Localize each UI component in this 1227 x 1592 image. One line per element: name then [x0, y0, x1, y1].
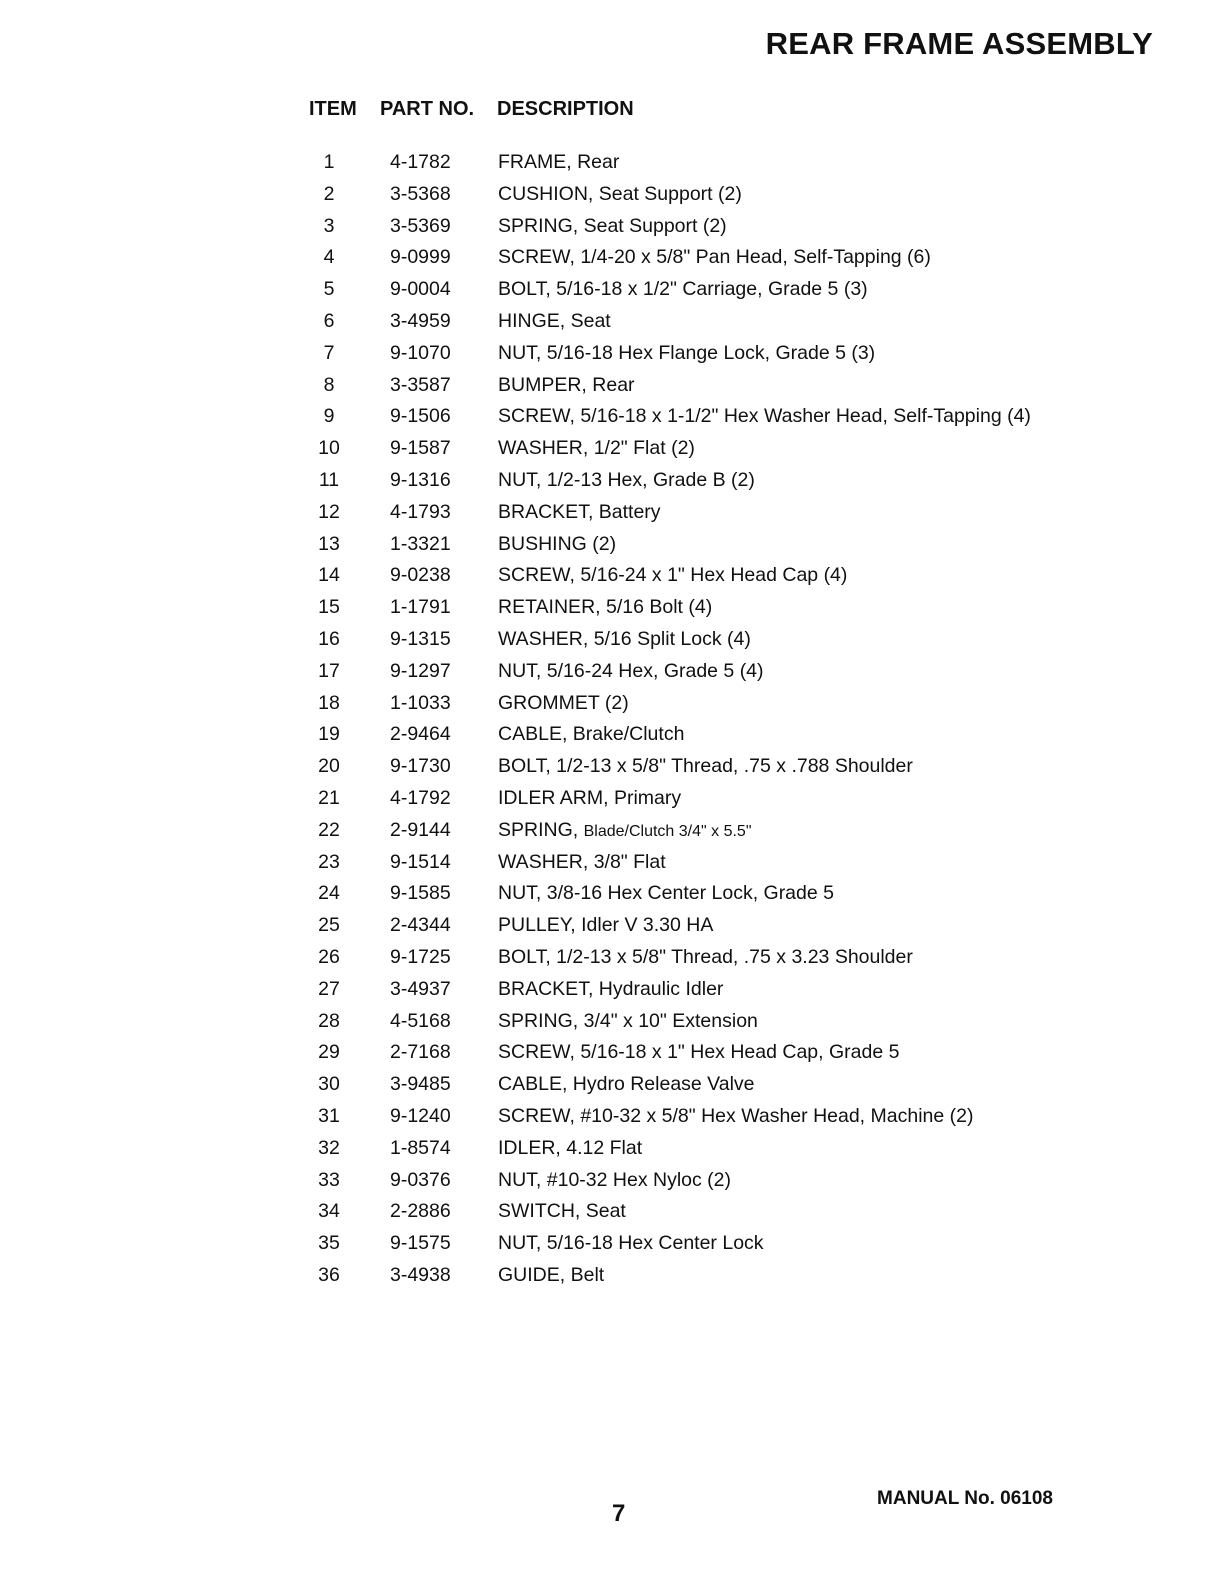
part-number: 1-3321 [390, 532, 451, 555]
description-text: BRACKET, Battery [498, 500, 661, 523]
part-description [498, 465, 755, 497]
table-row [0, 910, 1227, 942]
part-number: 9-1070 [390, 341, 451, 364]
description-text: SPRING, 3/4" x 10" Extension [498, 1009, 758, 1032]
item-number: 26 [318, 945, 340, 968]
item-number: 1 [323, 151, 335, 173]
part-number: 2-9464 [390, 723, 451, 746]
part-description [498, 338, 875, 370]
part-number: 1-8574 [390, 1136, 451, 1159]
part-number: 9-0238 [390, 564, 451, 587]
table-row [0, 465, 1227, 497]
part-number: 9-0376 [390, 1168, 451, 1191]
table-row [0, 433, 1227, 465]
description-text: WASHER, 3/8" Flat [498, 850, 666, 873]
column-header-description: DESCRIPTION [497, 98, 634, 120]
part-number: 9-1506 [390, 405, 451, 428]
description-text: SWITCH, Seat [498, 1200, 626, 1223]
description-text: SPRING, Seat Support (2) [498, 214, 727, 237]
part-description [498, 306, 611, 338]
table-row [0, 370, 1227, 402]
part-description [498, 1069, 755, 1101]
table-row [0, 592, 1227, 624]
part-description [498, 1101, 973, 1133]
description-text: NUT, 5/16-18 Hex Flange Lock, Grade 5 (3) [498, 341, 876, 364]
table-row [0, 1133, 1227, 1165]
table-row [0, 1260, 1227, 1292]
part-number: 3-4938 [390, 1263, 451, 1286]
part-number: 9-1575 [390, 1232, 451, 1255]
part-number: 2-2886 [390, 1200, 451, 1223]
table-row [0, 211, 1227, 243]
table-row [0, 1069, 1227, 1101]
part-number: 9-1315 [390, 627, 451, 650]
item-number: 35 [318, 1232, 340, 1255]
part-number: 4-5168 [390, 1009, 451, 1032]
description-text: PULLEY, Idler V 3.30 HA [498, 914, 714, 937]
item-number: 15 [318, 596, 340, 619]
description-text: FRAME, Rear [498, 151, 620, 173]
column-header-part-no: PART NO. [380, 98, 475, 120]
table-row [0, 1101, 1227, 1133]
table-row [0, 847, 1227, 879]
item-number: 28 [318, 1009, 340, 1032]
description-text: CUSHION, Seat Support (2) [498, 182, 742, 205]
part-description [498, 592, 712, 624]
description-text: GROMMET (2) [498, 691, 629, 714]
part-number: 9-1316 [390, 468, 451, 491]
part-description [498, 370, 635, 402]
part-number: 2-4344 [390, 914, 451, 937]
item-number: 33 [318, 1168, 340, 1191]
part-description [498, 1260, 604, 1292]
part-number: 1-1791 [390, 596, 451, 619]
table-row [0, 751, 1227, 783]
item-number: 6 [323, 309, 335, 332]
table-row [0, 942, 1227, 974]
table-row [0, 274, 1227, 306]
parts-list [0, 147, 1227, 1292]
part-number: 9-0004 [390, 278, 451, 301]
part-number: 9-1514 [390, 850, 451, 873]
description-text: WASHER, 5/16 Split Lock (4) [498, 627, 751, 650]
item-number: 9 [323, 405, 335, 428]
part-description [498, 910, 713, 942]
page-title: REAR FRAME ASSEMBLY [765, 26, 1153, 61]
description-text: SCREW, #10-32 x 5/8" Hex Washer Head, Machine (2) [498, 1104, 974, 1127]
part-description [498, 878, 834, 910]
part-number: 4-1793 [390, 500, 451, 523]
table-row [0, 560, 1227, 592]
part-number: 3-3587 [390, 373, 451, 396]
part-number: 2-9144 [390, 818, 451, 841]
part-description [498, 624, 751, 656]
description-text: NUT, 1/2-13 Hex, Grade B (2) [498, 468, 755, 491]
description-text: NUT, 5/16-24 Hex, Grade 5 (4) [498, 659, 764, 682]
part-number: 3-9485 [390, 1073, 451, 1096]
table-row [0, 242, 1227, 274]
description-note: Blade/Clutch 3/4" x 5.5" [583, 822, 752, 840]
item-number: 29 [318, 1041, 340, 1064]
item-number: 32 [318, 1136, 340, 1159]
part-description [498, 656, 764, 688]
part-description [498, 1228, 764, 1260]
part-description [498, 1133, 642, 1165]
description-text: SCREW, 5/16-18 x 1-1/2" Hex Washer Head, Self-Tapping (4) [498, 405, 1031, 428]
part-description [498, 433, 695, 465]
item-number: 16 [318, 627, 340, 650]
part-description [498, 179, 742, 211]
part-description [498, 1165, 731, 1197]
part-description [498, 211, 727, 243]
item-number: 34 [318, 1200, 340, 1223]
part-description [498, 719, 684, 751]
table-row [0, 719, 1227, 751]
item-number: 23 [318, 850, 340, 873]
part-number: 3-5369 [390, 214, 451, 237]
description-text: NUT, 3/8-16 Hex Center Lock, Grade 5 [498, 882, 834, 905]
part-description [498, 401, 1031, 433]
table-row [0, 878, 1227, 910]
item-number: 25 [318, 914, 340, 937]
part-number: 1-1033 [390, 691, 451, 714]
part-number: 4-1782 [390, 151, 451, 173]
item-number: 5 [323, 278, 335, 301]
table-row [0, 688, 1227, 720]
description-text: BOLT, 1/2-13 x 5/8" Thread, .75 x 3.23 Shoulder [498, 945, 913, 968]
description-text: BOLT, 1/2-13 x 5/8" Thread, .75 x .788 Shoulder [498, 755, 913, 778]
part-number: 3-4959 [390, 309, 451, 332]
item-number: 21 [318, 786, 340, 809]
part-number: 9-1730 [390, 755, 451, 778]
table-row [0, 1006, 1227, 1038]
item-number: 10 [318, 437, 340, 460]
part-description [498, 847, 666, 879]
part-number: 9-1587 [390, 437, 451, 460]
table-row [0, 306, 1227, 338]
item-number: 8 [323, 373, 335, 396]
description-text: SCREW, 5/16-24 x 1" Hex Head Cap (4) [498, 564, 848, 587]
description-text: WASHER, 1/2" Flat (2) [498, 437, 695, 460]
part-description [498, 242, 931, 274]
description-text: NUT, #10-32 Hex Nyloc (2) [498, 1168, 731, 1191]
item-number: 36 [318, 1263, 340, 1286]
table-row [0, 974, 1227, 1006]
part-number: 9-1585 [390, 882, 451, 905]
item-number: 13 [318, 532, 340, 555]
table-row [0, 624, 1227, 656]
part-description [498, 147, 619, 179]
item-number: 11 [318, 468, 340, 491]
item-number: 27 [318, 977, 340, 1000]
table-row [0, 529, 1227, 561]
item-number: 30 [318, 1073, 340, 1096]
item-number: 4 [323, 246, 335, 269]
item-number: 18 [318, 691, 340, 714]
table-row [0, 401, 1227, 433]
item-number: 17 [318, 659, 340, 682]
part-number: 9-0999 [390, 246, 451, 269]
part-description [498, 942, 913, 974]
part-number: 9-1725 [390, 945, 451, 968]
table-row [0, 656, 1227, 688]
part-description [498, 974, 723, 1006]
column-header-item: ITEM [309, 98, 357, 120]
item-number: 7 [323, 341, 335, 364]
description-text: BUMPER, Rear [498, 373, 635, 396]
manual-number: MANUAL No. 06108 [877, 1488, 1053, 1509]
description-text: CABLE, Brake/Clutch [498, 723, 685, 746]
item-number: 31 [318, 1104, 340, 1127]
item-number: 19 [318, 723, 340, 746]
description-text: RETAINER, 5/16 Bolt (4) [498, 596, 713, 619]
part-description [498, 497, 661, 529]
part-description [498, 1006, 758, 1038]
part-description [498, 274, 868, 306]
part-number: 9-1297 [390, 659, 451, 682]
part-number: 3-4937 [390, 977, 451, 1000]
table-row [0, 783, 1227, 815]
part-number: 9-1240 [390, 1104, 451, 1127]
table-row [0, 179, 1227, 211]
description-text: HINGE, Seat [498, 309, 611, 332]
description-text: GUIDE, Belt [498, 1263, 605, 1286]
item-number: 22 [318, 818, 340, 841]
item-number: 3 [323, 214, 335, 237]
description-text: IDLER, 4.12 Flat [498, 1136, 643, 1159]
table-row [0, 497, 1227, 529]
description-text: NUT, 5/16-18 Hex Center Lock [498, 1232, 764, 1255]
table-row [0, 1165, 1227, 1197]
part-description [498, 1037, 899, 1069]
description-text: SCREW, 5/16-18 x 1" Hex Head Cap, Grade 5 [498, 1041, 900, 1064]
part-description [498, 1196, 626, 1228]
item-number: 2 [323, 182, 335, 205]
item-number: 20 [318, 755, 340, 778]
part-number: 3-5368 [390, 182, 451, 205]
part-number: 4-1792 [390, 786, 451, 809]
description-text: SPRING, [498, 818, 579, 841]
part-description [498, 529, 616, 561]
item-number: 12 [318, 500, 340, 523]
part-description [498, 783, 681, 815]
table-row [0, 815, 1227, 847]
table-row [0, 338, 1227, 370]
description-text: BRACKET, Hydraulic Idler [498, 977, 724, 1000]
page-number: 7 [612, 1500, 626, 1527]
part-description [498, 815, 752, 848]
description-text: CABLE, Hydro Release Valve [498, 1073, 755, 1096]
item-number: 14 [318, 564, 340, 587]
part-description [498, 560, 847, 592]
part-description [498, 751, 913, 783]
item-number: 24 [318, 882, 340, 905]
description-text: SCREW, 1/4-20 x 5/8" Pan Head, Self-Tapping (6) [498, 246, 931, 269]
description-text: IDLER ARM, Primary [498, 786, 682, 809]
table-row [0, 1228, 1227, 1260]
description-text: BUSHING (2) [498, 532, 617, 555]
table-row [0, 147, 1227, 179]
table-row [0, 1037, 1227, 1069]
part-description [498, 688, 629, 720]
description-text: BOLT, 5/16-18 x 1/2" Carriage, Grade 5 (3) [498, 278, 868, 301]
part-number: 2-7168 [390, 1041, 451, 1064]
table-row [0, 1196, 1227, 1228]
